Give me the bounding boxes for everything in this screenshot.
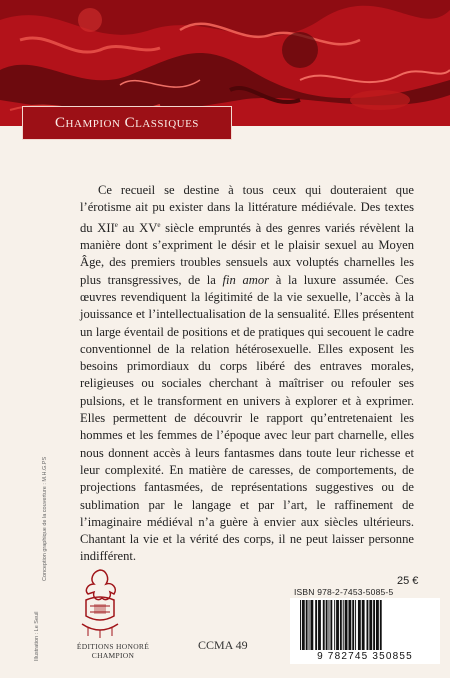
isbn-label: ISBN 978-2-7453-5085-5 bbox=[294, 587, 394, 597]
back-cover-blurb bbox=[80, 182, 414, 566]
barcode-bar bbox=[380, 600, 382, 650]
barcode-bar bbox=[334, 600, 335, 650]
barcode-bar bbox=[310, 600, 313, 650]
series-label-text: Champion Classiques bbox=[55, 114, 199, 131]
barcode-bar bbox=[373, 600, 375, 650]
blurb-text-2: au bbox=[117, 220, 140, 235]
series-label bbox=[22, 106, 232, 140]
barcode-bar bbox=[348, 600, 351, 650]
cover-credits bbox=[20, 425, 48, 661]
blurb-text-3: siècle empruntés à des genres variés révèlent la manière dont s’expriment le désir et le plaisir sexuel au Moyen Âge, des premiers troubles sensuels aux voluptés charnelles les plus transgressives, de la bbox=[80, 220, 414, 287]
price: 25 € bbox=[397, 575, 419, 587]
barcode-bar bbox=[323, 600, 325, 650]
century-xv: XV bbox=[139, 220, 158, 235]
publisher-emblem bbox=[70, 566, 130, 642]
century-xii-sup: e bbox=[114, 220, 118, 229]
barcode-bar bbox=[318, 600, 321, 650]
blurb-text-1: Ce recueil se destine à tous ceux qui douteraient que l’érotisme ait pu exister dans la littérature médiévale. Des textes du bbox=[80, 183, 414, 235]
barcode-digits: 9 782745 350855 bbox=[290, 651, 440, 664]
barcode-bar bbox=[355, 600, 356, 650]
barcode-bar bbox=[376, 600, 379, 650]
barcode-bar bbox=[302, 600, 305, 650]
barcode-bar bbox=[352, 600, 354, 650]
barcode-bar bbox=[362, 600, 365, 650]
illustration-credit: Illustration : Le Seuil bbox=[34, 611, 40, 661]
barcode-bar bbox=[367, 600, 369, 650]
barcode-bar bbox=[343, 600, 344, 650]
barcode-bar bbox=[345, 600, 348, 650]
blurb-paragraph bbox=[80, 182, 414, 566]
barcode-bar bbox=[306, 600, 308, 650]
barcode-bar bbox=[369, 600, 372, 650]
century-xii: XII bbox=[97, 220, 115, 235]
barcode-bar bbox=[315, 600, 317, 650]
publisher-name: ÉDITIONS HONORÉ CHAMPION bbox=[76, 642, 150, 660]
collection-code: CCMA 49 bbox=[198, 638, 248, 652]
graphic-design-credit: Conception graphique de la couverture : M.H.G.PS bbox=[42, 456, 48, 581]
isbn-barcode bbox=[290, 598, 440, 664]
blurb-italic: fin amor bbox=[222, 272, 270, 287]
publisher-logo-icon bbox=[70, 566, 130, 642]
barcode-bar bbox=[329, 600, 330, 650]
century-xv-sup: e bbox=[157, 220, 161, 229]
barcode-bar bbox=[336, 600, 339, 650]
barcode-bars bbox=[290, 598, 440, 652]
barcode-bar bbox=[330, 600, 332, 650]
barcode-bar bbox=[326, 600, 328, 650]
barcode-bar bbox=[300, 600, 301, 650]
barcode-bar bbox=[309, 600, 310, 650]
barcode-bar bbox=[340, 600, 342, 650]
barcode-bar bbox=[358, 600, 361, 650]
blurb-text-4: à la luxure assumée. Ces œuvres revendiquent la légitimité de la vie sexuelle, l’accès à la jouissance et l’intellectualisation de la sensualité. Elles présentent un large éventail de positions et de pratiques qui secouent le cadre conventionnel de la relation hétérosexuelle. Elles exposent les besoins primordiaux du corps libéré des entraves morales, religieuses ou sociales cherchant à maîtriser ou refouler ses pulsions, et le transforment en univers à explorer et à exprimer. Elles permettent de découvrir le rapport qu’entretenaient les hommes et les femmes de l’époque avec leur part charnelle, elles nous donnent accès à leurs fantasmes dans toute leur richesse et leur complexité. En matière de caresses, de comportements, de projections fantasmées, de représentations suggestives ou de sublimation par le langage et par l’art, le raffinement de l’imaginaire médiéval n’a guère à envier aux siècles ultérieurs. Chantant la vie et la vérité des corps, il ne peut laisser personne indifférent. bbox=[80, 272, 414, 564]
